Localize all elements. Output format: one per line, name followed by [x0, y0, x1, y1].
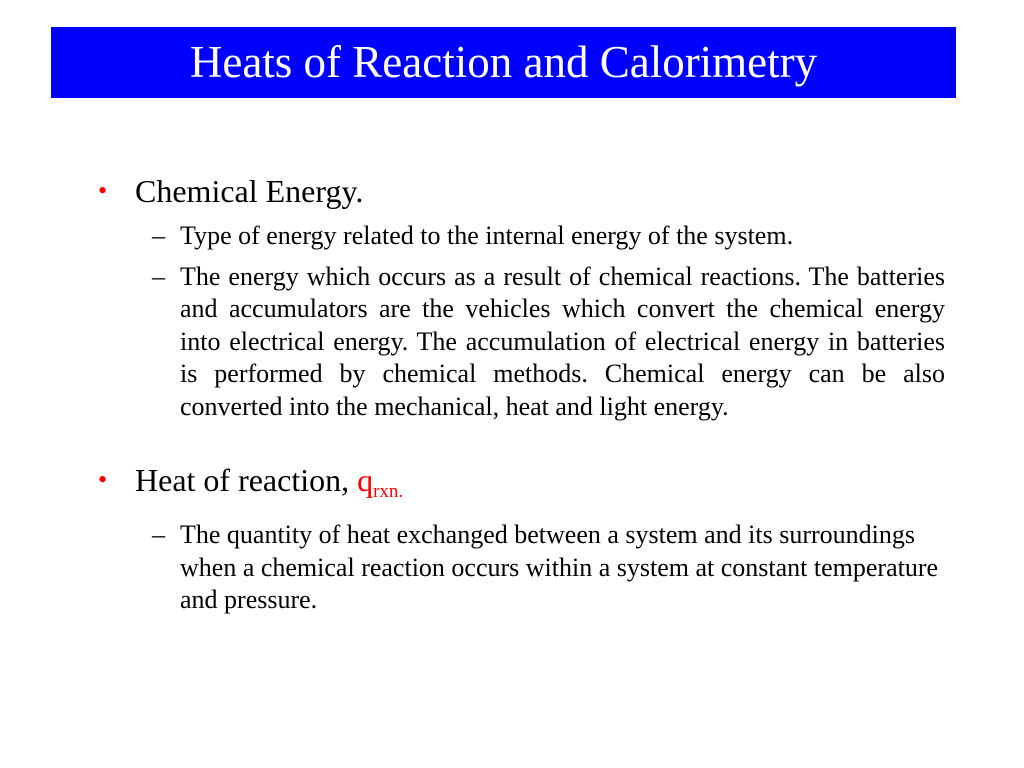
slide-content — [90, 172, 950, 617]
bullet-chemical-energy — [90, 172, 950, 210]
q-rxn-symbol — [357, 462, 404, 502]
bullet-heat-of-reaction — [90, 461, 950, 511]
sub-point-text: Type of energy related to the internal energy of the system. — [180, 221, 794, 250]
slide-title: Heats of Reaction and Calorimetry — [189, 37, 818, 87]
q-symbol: q — [357, 462, 374, 498]
dash-marker: – — [152, 261, 165, 291]
bullet-text: Heat of reaction, — [135, 462, 358, 498]
dash-marker: – — [152, 520, 165, 549]
sub-point — [152, 261, 945, 424]
sub-point-text: The energy which occurs as a result of chemical reactions. The batteries and accumulators are the vehicles which convert the chemical energy into electrical energy. The accumulation of electrical energy in batteries is performed by chemical methods. Chemical energy can be also converted into the mechanical, heat and light energy. — [180, 261, 945, 421]
dash-marker: – — [152, 221, 165, 250]
bullet-text: Chemical Energy. — [135, 173, 364, 209]
sub-point — [152, 220, 945, 253]
title-bar — [51, 27, 956, 98]
sub-point — [152, 519, 945, 617]
sub-point-text: The quantity of heat exchanged between a system and its surroundings when a chemical reaction occurs within a system at constant temperature and pressure. — [180, 520, 939, 614]
bullet-marker: • — [98, 465, 108, 494]
bullet-marker: • — [98, 176, 108, 205]
rxn-subscript: rxn. — [373, 481, 404, 502]
